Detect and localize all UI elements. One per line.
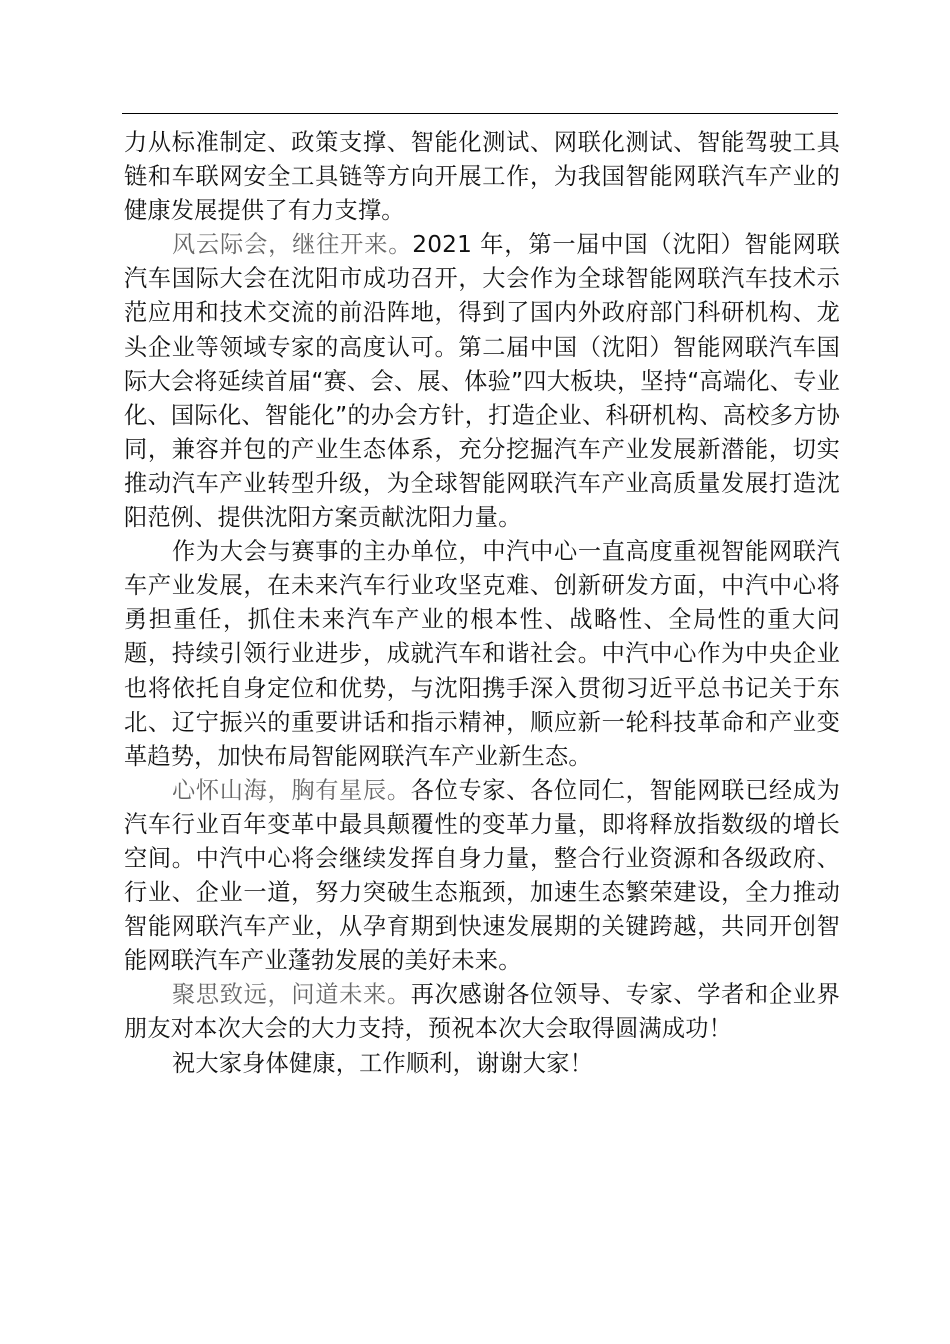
paragraph-text: 力从标准制定、政策支撑、智能化测试、网联化测试、智能驾驶工具链和车联网安全工具链等方向开展工作，为我国智能网联汽车产业的健康发展提供了有力支撑。 xyxy=(124,129,840,225)
paragraph-text: 祝大家身体健康，工作顺利，谢谢大家！ xyxy=(172,1049,593,1077)
paragraph-text: 各位专家、各位同仁，智能网联已经成为汽车行业百年变革中最具颠覆性的变革力量，即将释放指数级的增长空间。中汽中心将会继续发挥自身力量，整合行业资源和各级政府、行业、企业一道，努力突破生态瓶颈，加速生态繁荣建设，全力推动智能网联汽车产业，从孕育期到快速发展期的关键跨越，共同开创智能网联汽车产业蓬勃发展的美好未来。 xyxy=(124,776,840,975)
paragraph-conference-intro xyxy=(124,228,840,535)
paragraph-lead-phrase: 风云际会，继往开来。 xyxy=(172,231,413,259)
paragraph-closing xyxy=(124,1047,840,1081)
paragraph-thanks xyxy=(124,978,840,1046)
paragraph-text: 再次感谢各位领导、专家、学者和企业界朋友对本次大会的大力支持，预祝本次大会取得圆满成功！ xyxy=(124,981,840,1043)
paragraph-vision xyxy=(124,774,840,979)
paragraph-text: 作为大会与赛事的主办单位，中汽中心一直高度重视智能网联汽车产业发展，在未来汽车行业攻坚克难、创新研发方面，中汽中心将勇担重任，抓住未来汽车产业的根本性、战略性、全局性的重大问题，持续引领行业进步，成就汽车和谐社会。中汽中心作为中央企业也将依托自身定位和优势，与沈阳携手深入贯彻习近平总书记关于东北、辽宁振兴的重要讲话和指示精神，顺应新一轮科技革命和产业变革趋势，加快布局智能网联汽车产业新生态。 xyxy=(124,538,840,770)
header-rule xyxy=(122,113,838,114)
document-body xyxy=(124,126,840,1081)
paragraph-lead-phrase: 心怀山海，胸有星辰。 xyxy=(172,776,411,804)
paragraph-lead-phrase: 聚思致远，问道未来。 xyxy=(172,981,411,1009)
paragraph-continuation xyxy=(124,126,840,228)
paragraph-text: 2021 年，第一届中国（沈阳）智能网联汽车国际大会在沈阳市成功召开，大会作为全球智能网联汽车技术示范应用和技术交流的前沿阵地，得到了国内外政府部门科研机构、龙头企业等领域专家的高度认可。第二届中国（沈阳）智能网联汽车国际大会将延续首届“赛、会、展、体验”四大板块，坚持“高端化、专业化、国际化、智能化”的办会方针，打造企业、科研机构、高校多方协同，兼容并包的产业生态体系，充分挖掘汽车产业发展新潜能，切实推动汽车产业转型升级，为全球智能网联汽车产业高质量发展打造沈阳范例、提供沈阳方案贡献沈阳力量。 xyxy=(124,231,840,532)
paragraph-organizer xyxy=(124,535,840,774)
